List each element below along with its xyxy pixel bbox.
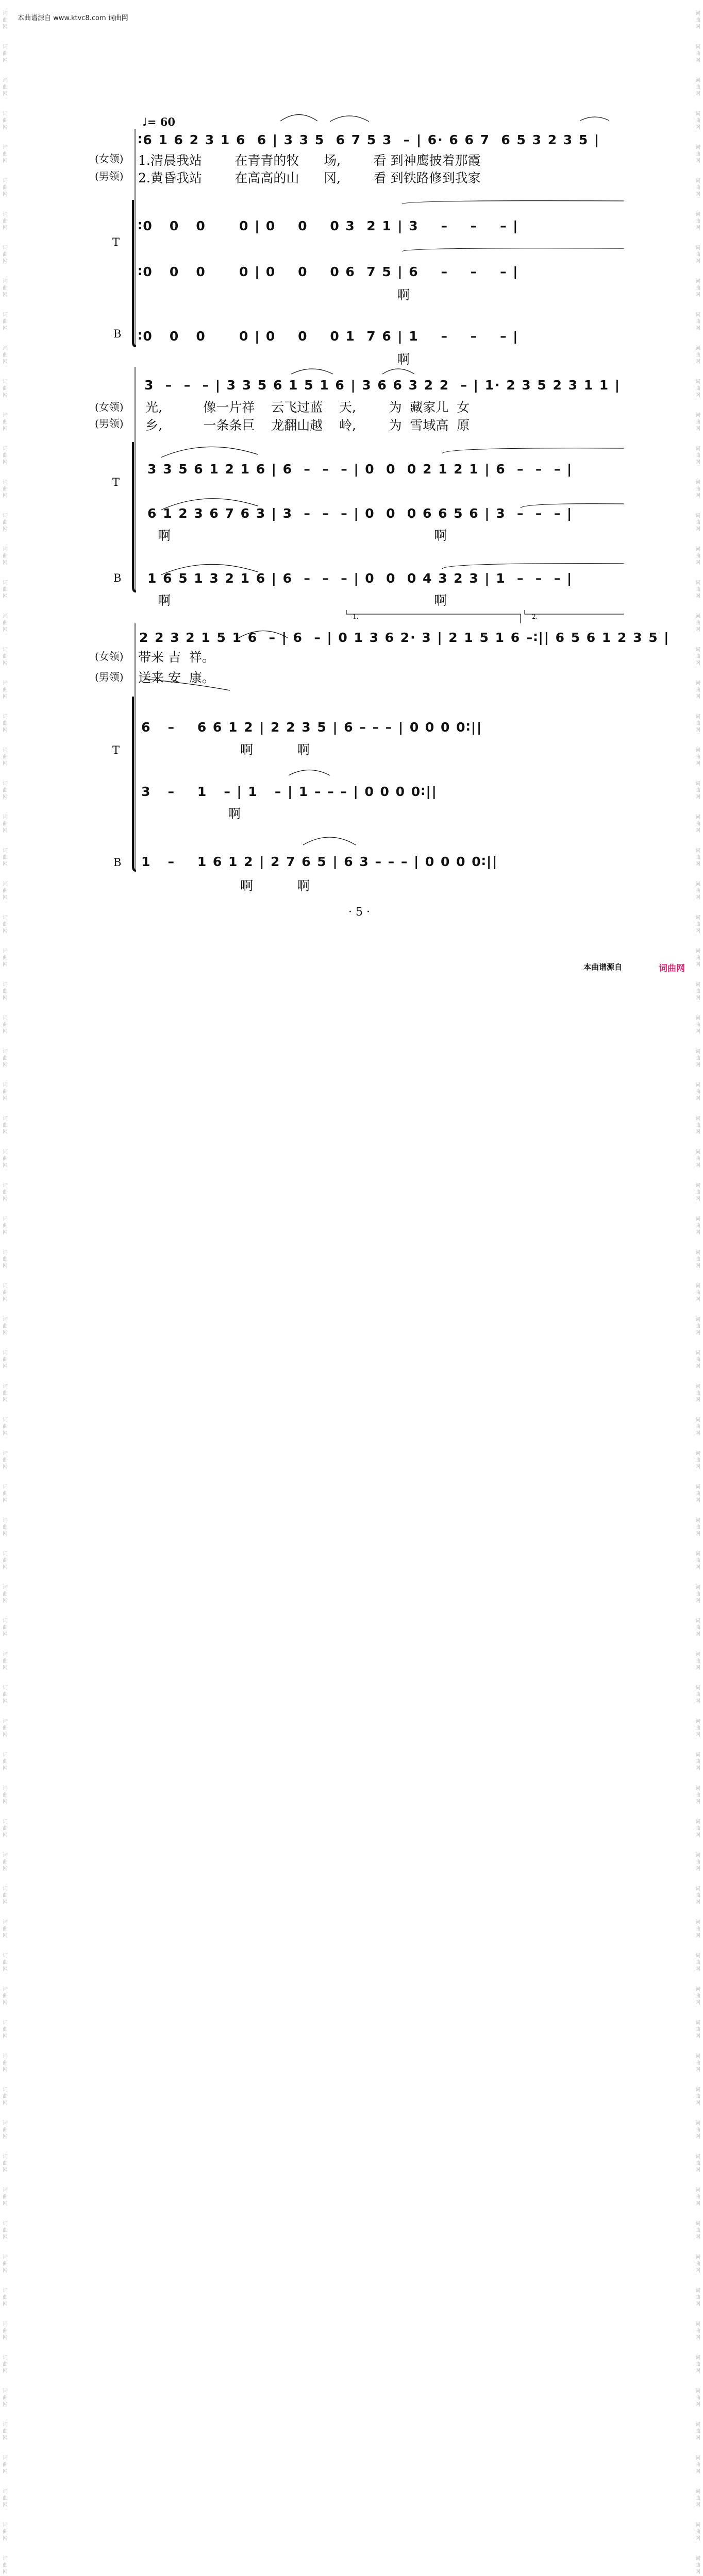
page-number: · 5 · — [348, 906, 370, 919]
part-label-bass-2: B — [113, 572, 122, 584]
system2-tenor2: 6 1 2 3 6 7 6 3 | 3 – – – | 0 0 0 6 6 5 6 | 3 – – – | — [147, 506, 573, 521]
part-label-tenor-2: T — [112, 476, 120, 488]
watermark-left: 词 曲 网 词 曲 网 词 曲 网 词 曲 网 词 曲 网 词 曲 网 词 曲 网 词 曲 网 词 曲 网 词 曲 网 词 曲 网 词 曲 网 词 曲 网 词 曲 网 词 曲 网 词 曲 网 词 曲 网 词 曲 网 词 曲 网 词 曲 网 词 曲 网 词 曲 网 词 曲 网 词 曲 网 词 曲 网 词 曲 网 词 曲 网 词 曲 网 词 曲 网 词 曲 网 词 曲 网 词 曲 网 词 曲 网 词 曲 网 词 曲 网 词 曲 网 词 曲 网 词 曲 网 词 曲 网 词 曲 网 词 曲 网 词 曲 网 词 曲 网 词 曲 网 词 曲 网 词 曲 网 词 曲 网 词 曲 网 词 曲 网 词 曲 网 词 曲 网 词 曲 网 词 曲 网 词 曲 网 词 曲 网 词 曲 网 词 曲 网 词 曲 网 词 曲 网 词 曲 网 词 曲 网 词 曲 网 词 曲 网 词 曲 网 词 曲 网 词 曲 网 词 曲 网 词 曲 网 词 曲 网 词 曲 网 词 曲 网 词 曲 网 词 曲 网 词 曲 网 词 曲 网 词 曲 网 词 曲 网 — [3, 11, 8, 2575]
volta-1: 1. — [353, 613, 359, 620]
system3-tenor1-lyric-a: 啊 — [240, 742, 254, 757]
role-male: (男领) — [95, 170, 124, 182]
system2-bass-lyric-a: 啊 — [158, 593, 171, 608]
system1-tenor2: ∶0 0 0 0 | 0 0 0 6 7 5 | 6 – – – | — [138, 264, 519, 279]
system1-tenor2-lyric: 啊 — [397, 287, 410, 302]
system1-lyrics-verse1: 1.清晨我站 在青青的牧 场, 看 到神鹰披着那霞 — [138, 153, 481, 168]
system2-melody: 3 – – – | 3 3 5 6 1 5 1 6 | 3 6 6 3 2 2 – | 1· 2 3 5 2 3 1 1 | — [144, 378, 621, 393]
system2-bass-lyric-b: 啊 — [434, 593, 447, 608]
system3-tenor1: 6 – 6 6 1 2 | 2 2 3 5 | 6 – – – | 0 0 0 0∶|| — [141, 720, 483, 735]
footer-site-link[interactable]: 词曲网 — [659, 963, 685, 974]
role-female-3: (女领) — [95, 650, 124, 663]
system1-melody: ∶6 1 6 2 3 1 6 6 | 3 3 5 6 7 5 3 – | 6· 6 6 7 6 5 3 2 3 5 | — [138, 132, 600, 147]
system1-bass-lyric: 啊 — [397, 352, 410, 367]
system3-bass-lyric-b: 啊 — [297, 878, 310, 893]
system1-tenor1: ∶0 0 0 0 | 0 0 0 3 2 1 | 3 – – – | — [138, 218, 519, 233]
system3-tenor1-lyric-b: 啊 — [297, 742, 310, 757]
system3-lyrics-verse2: 送来 安 康。 — [138, 670, 215, 685]
watermark-right: 词 曲 网 词 曲 网 词 曲 网 词 曲 网 词 曲 网 词 曲 网 词 曲 网 词 曲 网 词 曲 网 词 曲 网 词 曲 网 词 曲 网 词 曲 网 词 曲 网 词 曲 网 词 曲 网 词 曲 网 词 曲 网 词 曲 网 词 曲 网 词 曲 网 词 曲 网 词 曲 网 词 曲 网 词 曲 网 词 曲 网 词 曲 网 词 曲 网 词 曲 网 词 曲 网 词 曲 网 词 曲 网 词 曲 网 词 曲 网 词 曲 网 词 曲 网 词 曲 网 词 曲 网 词 曲 网 词 曲 网 词 曲 网 词 曲 网 词 曲 网 词 曲 网 词 曲 网 词 曲 网 词 曲 网 词 曲 网 词 曲 网 词 曲 网 词 曲 网 词 曲 网 词 曲 网 词 曲 网 词 曲 网 词 曲 网 词 曲 网 词 曲 网 词 曲 网 词 曲 网 词 曲 网 词 曲 网 词 曲 网 词 曲 网 词 曲 网 词 曲 网 词 曲 网 词 曲 网 词 曲 网 词 曲 网 词 曲 网 词 曲 网 词 曲 网 词 曲 网 词 曲 网 词 曲 网 词 曲 网 — [695, 11, 700, 2575]
role-male-2: (男领) — [95, 417, 124, 430]
system3-lyrics-verse1: 带来 吉 祥。 — [138, 650, 215, 665]
system2-tenor2-lyric-a: 啊 — [158, 528, 171, 543]
system3-bass-lyric-a: 啊 — [240, 878, 254, 893]
system2-lyrics-verse1: 光, 像一片祥 云飞过蓝 天, 为 藏家儿 女 — [145, 400, 470, 415]
system1-bass: ∶0 0 0 0 | 0 0 0 1 7 6 | 1 – – – | — [138, 329, 519, 344]
system3-tenor2-lyric: 啊 — [228, 806, 241, 821]
role-female-2: (女领) — [95, 401, 124, 413]
system2-tenor2-lyric-b: 啊 — [434, 528, 447, 543]
part-label-tenor-3: T — [112, 744, 120, 756]
system1-lyrics-verse2: 2.黄昏我站 在高高的山 冈, 看 到铁路修到我家 — [138, 171, 481, 185]
part-label-tenor: T — [112, 236, 120, 248]
role-female: (女领) — [95, 152, 124, 165]
role-male-3: (男领) — [95, 671, 124, 683]
part-label-bass: B — [113, 328, 122, 340]
source-header: 本曲谱源自 www.ktvc8.com 词曲网 — [18, 14, 128, 22]
footer-source-label: 本曲谱源自 — [583, 962, 623, 972]
system3-melody: 2 2 3 2 1 5 1 6 – | 6 – | 0 1 3 6 2· 3 | 2 1 5 1 6 –∶|| 6 5 6 1 2 3 5 | — [139, 630, 670, 645]
volta-2: 2. — [532, 613, 538, 620]
part-label-bass-3: B — [113, 856, 122, 869]
system2-bass: 1 6 5 1 3 2 1 6 | 6 – – – | 0 0 0 4 3 2 3 | 1 – – – | — [147, 571, 573, 586]
system2-lyrics-verse2: 乡, 一条条巨 龙翻山越 岭, 为 雪域高 原 — [145, 418, 470, 433]
system3-bass: 1 – 1 6 1 2 | 2 7 6 5 | 6 3 – – – | 0 0 0 0∶|| — [141, 854, 498, 869]
tempo-marking: ♩= 60 — [142, 115, 176, 128]
system2-tenor1: 3 3 5 6 1 2 1 6 | 6 – – – | 0 0 0 2 1 2 1 | 6 – – – | — [147, 462, 573, 477]
system3-tenor2: 3 – 1 – | 1 – | 1 – – – | 0 0 0 0∶|| — [141, 784, 438, 799]
